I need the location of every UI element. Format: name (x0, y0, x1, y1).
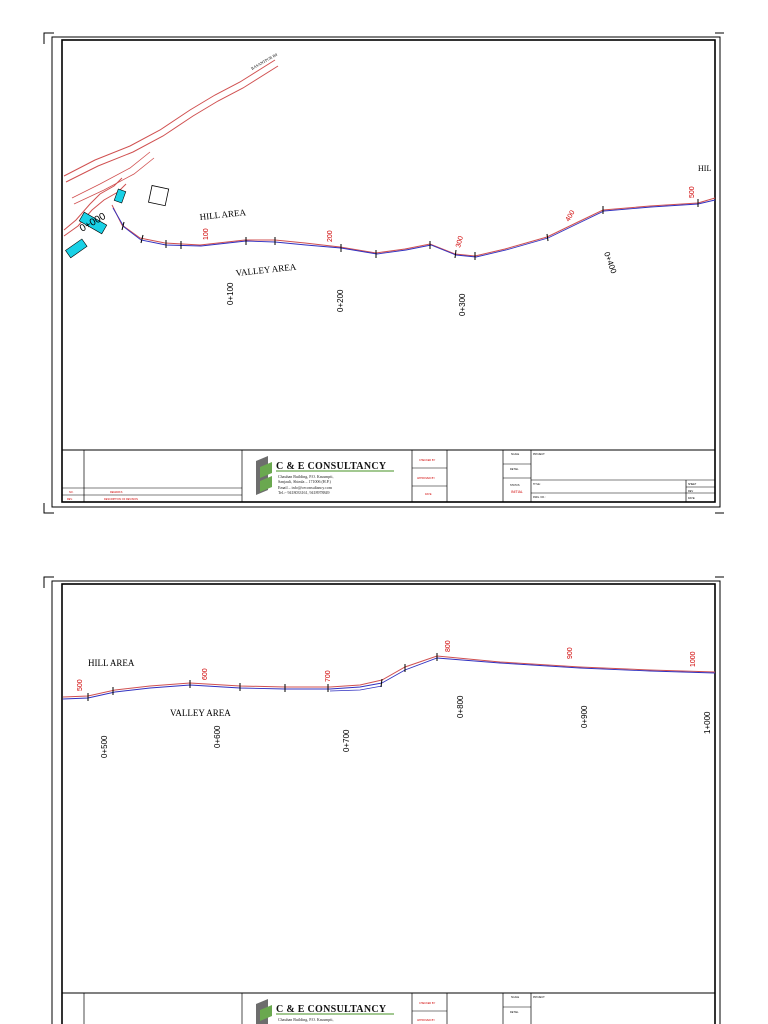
tb-approved: APPROVED BY (417, 1019, 435, 1022)
tb-remarks: REMARKS (110, 491, 123, 494)
valley-area-label: VALLEY AREA (170, 708, 231, 718)
chainage-label: 0+500 (100, 735, 109, 758)
chainage-label: 0+700 (342, 729, 351, 752)
chainage-label: 0+400 (602, 250, 619, 275)
chainage-label: 0+600 (213, 725, 222, 748)
tb-checked: CHECKED BY (419, 459, 436, 462)
address-line: Sanjauli, Shimla – 171006 (H.P.) (278, 479, 331, 484)
sheet-1 (44, 33, 724, 513)
tb-rev: REV (688, 490, 694, 493)
tb-dwg: DWG. NO.: (533, 496, 546, 499)
tb-project: PROJECT: (533, 996, 546, 999)
ch-mark: 1000 (690, 651, 697, 667)
company-name: C & E CONSULTANCY (276, 1004, 387, 1015)
tb-sheet: SHEET (688, 483, 697, 486)
ch-mark: 100 (203, 228, 210, 240)
alignment-road (63, 656, 715, 697)
tb-date-small: DATE: (688, 497, 696, 500)
address-line: Tel.:- 9418033161, 9418978849 (278, 490, 330, 495)
tb-status: STATUS (510, 484, 520, 487)
chainage-label: 0+900 (580, 705, 589, 728)
road-edge (66, 66, 278, 182)
hill-area-label-cut: HIL (698, 164, 712, 173)
address-line: Email – info@ceconsultancy.com (278, 485, 332, 490)
ch-mark: 400 (564, 209, 577, 223)
ch-mark: 700 (325, 670, 332, 682)
water-body (114, 189, 126, 203)
tb-revision: DESCRIPTION OF REVISION (104, 498, 138, 501)
chainage-label: 0+100 (226, 282, 235, 305)
tb-scale: SCALE (511, 996, 520, 999)
road-label: BASANTPUR Rd (250, 51, 279, 71)
ch-mark: 500 (77, 679, 84, 691)
ch-mark: 500 (689, 186, 696, 198)
ch-mark: 900 (567, 647, 574, 659)
tb-no-label: NO. (69, 491, 74, 494)
outer-frame (52, 581, 720, 1024)
alignment-road (112, 198, 715, 256)
company-name: C & E CONSULTANCY (276, 461, 387, 472)
tb-detail: DETAIL (510, 468, 519, 471)
tb-scale: SCALE (511, 453, 520, 456)
chainage-label: 1+000 (703, 711, 712, 734)
ch-mark: 200 (327, 230, 334, 242)
ch-mark: 800 (445, 640, 452, 652)
ch-mark: 600 (202, 668, 209, 680)
tb-project: PROJECT: (533, 453, 546, 456)
title-block (62, 993, 715, 1024)
station-ticks (88, 653, 437, 701)
hill-area-label: HILL AREA (199, 207, 247, 222)
tb-status-value: INITIAL (511, 490, 523, 494)
sheet-2 (44, 577, 724, 1024)
tb-detail: DETAIL (510, 1011, 519, 1014)
water-body (66, 239, 88, 258)
tb-checked: CHECKED BY (419, 1002, 436, 1005)
tb-date: DATE (425, 493, 432, 496)
valley-area-label: VALLEY AREA (235, 261, 297, 278)
chainage-label: 0+800 (456, 695, 465, 718)
road-edge (72, 152, 150, 198)
address-line: Chauhan Building, P.O. Kasumpti, (278, 474, 334, 479)
tb-rev-label: REV. (67, 498, 73, 501)
title-block (62, 450, 715, 502)
road-edge (64, 60, 275, 176)
address-line: Chauhan Building, P.O. Kasumpti, (278, 1017, 334, 1022)
chainage-label: 0+300 (458, 293, 467, 316)
start-chainage: 0+000 (78, 211, 108, 235)
alignment-centerline (63, 658, 715, 699)
inner-frame (62, 584, 715, 1024)
chainage-label: 0+200 (336, 289, 345, 312)
ch-mark: 300 (455, 235, 465, 249)
tb-approved: APPROVED BY (417, 477, 435, 480)
outer-frame (52, 37, 720, 507)
tb-title: TITLE: (533, 483, 541, 486)
structure-box (149, 186, 169, 206)
hill-area-label: HILL AREA (88, 658, 135, 668)
